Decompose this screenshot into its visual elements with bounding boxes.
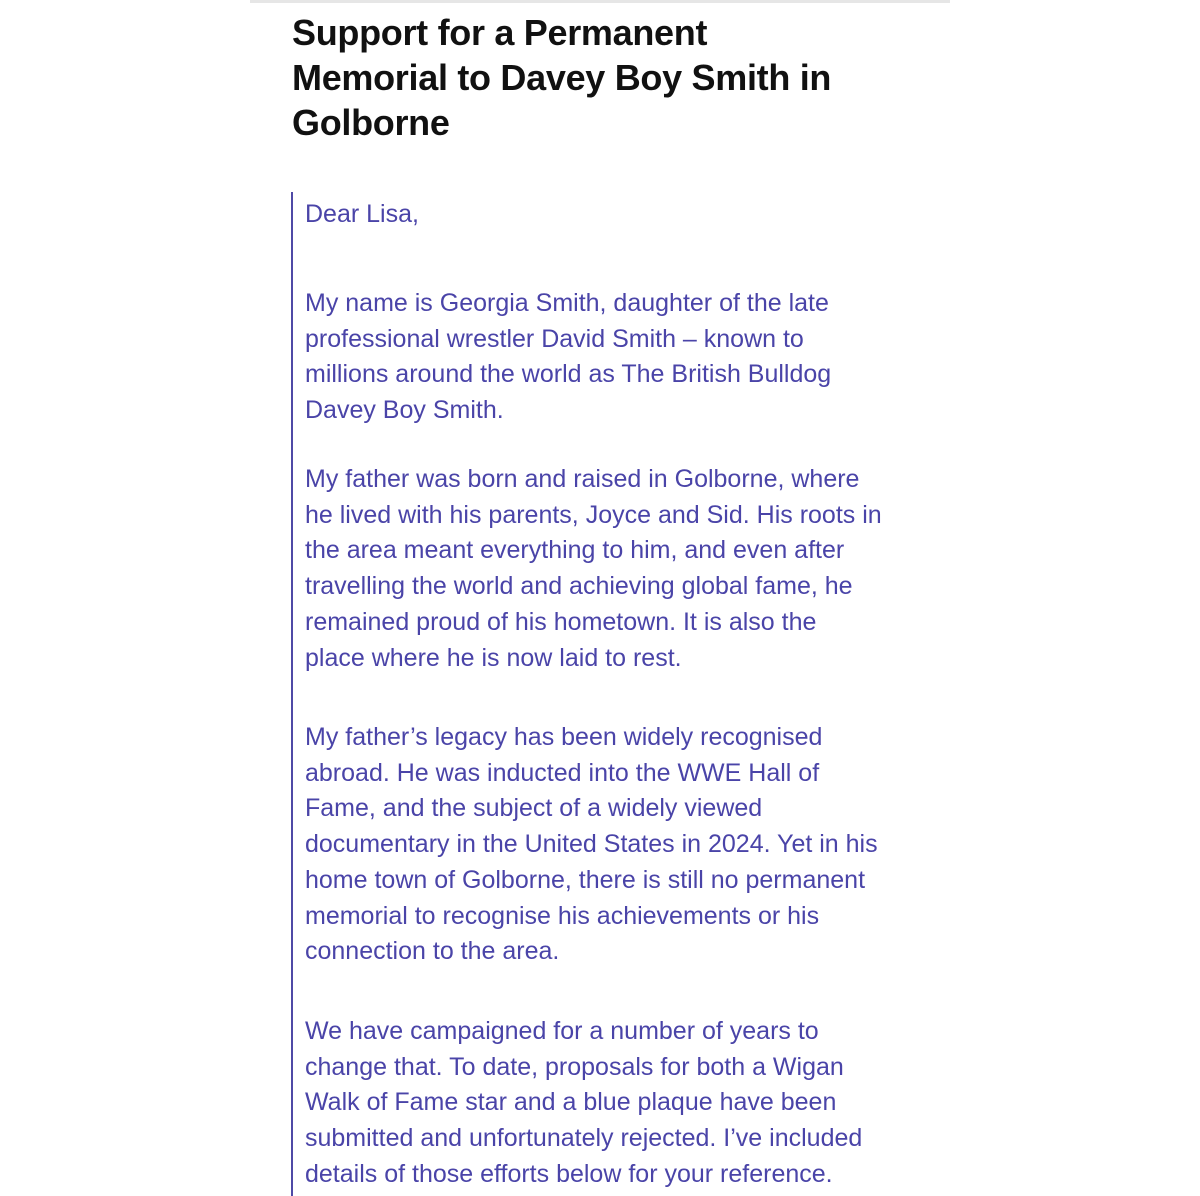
paragraph-line: details of those efforts below for your reference.	[305, 1159, 833, 1188]
paragraph-line: home town of Golborne, there is still no permanent	[305, 865, 866, 894]
paragraph-line: abroad. He was inducted into the WWE Hall of	[305, 758, 820, 787]
paragraph-line: remained proud of his hometown. It is also the	[305, 607, 817, 636]
paragraph-line: connection to the area.	[305, 937, 560, 966]
title-line: Memorial to Davey Boy Smith in	[292, 57, 832, 98]
paragraph-line: My father’s legacy has been widely recognised	[305, 723, 823, 751]
paragraph-line: place where he is now laid to rest.	[305, 643, 682, 672]
letter-paragraph-intro	[305, 286, 917, 429]
paragraph-line: change that. To date, proposals for both a Wigan	[305, 1052, 844, 1081]
paragraph-line: Fame, and the subject of a widely viewed	[305, 794, 763, 823]
paragraph-line: memorial to recognise his achievements or his	[305, 901, 820, 930]
paragraph-line: Walk of Fame star and a blue plaque have been	[305, 1088, 837, 1117]
page-title	[292, 10, 932, 145]
top-divider	[250, 0, 950, 3]
paragraph-line: We have campaigned for a number of years to	[305, 1017, 819, 1045]
paragraph-line: the area meant everything to him, and even after	[305, 536, 845, 565]
paragraph-line: My father was born and raised in Golborne, where	[305, 465, 860, 493]
title-line: Golborne	[292, 102, 450, 143]
letter-paragraph-legacy	[305, 720, 917, 970]
paragraph-line: My name is Georgia Smith, daughter of the late	[305, 289, 829, 317]
paragraph-line: professional wrestler David Smith – known to	[305, 324, 804, 353]
letter-quote-block	[291, 192, 911, 1196]
title-line: Support for a Permanent	[292, 12, 708, 53]
letter-paragraph-campaign	[305, 1014, 917, 1193]
paragraph-line: millions around the world as The British Bulldog	[305, 360, 832, 389]
paragraph-line: travelling the world and achieving global fame, he	[305, 572, 853, 601]
letter-paragraph-roots	[305, 462, 917, 676]
paragraph-line: he lived with his parents, Joyce and Sid. His roots in	[305, 500, 882, 529]
paragraph-line: documentary in the United States in 2024. Yet in his	[305, 830, 878, 859]
letter-greeting	[305, 197, 917, 233]
greeting-text: Dear Lisa,	[305, 200, 419, 228]
paragraph-line: submitted and unfortunately rejected. I’ve included	[305, 1124, 863, 1153]
paragraph-line: Davey Boy Smith.	[305, 396, 504, 425]
